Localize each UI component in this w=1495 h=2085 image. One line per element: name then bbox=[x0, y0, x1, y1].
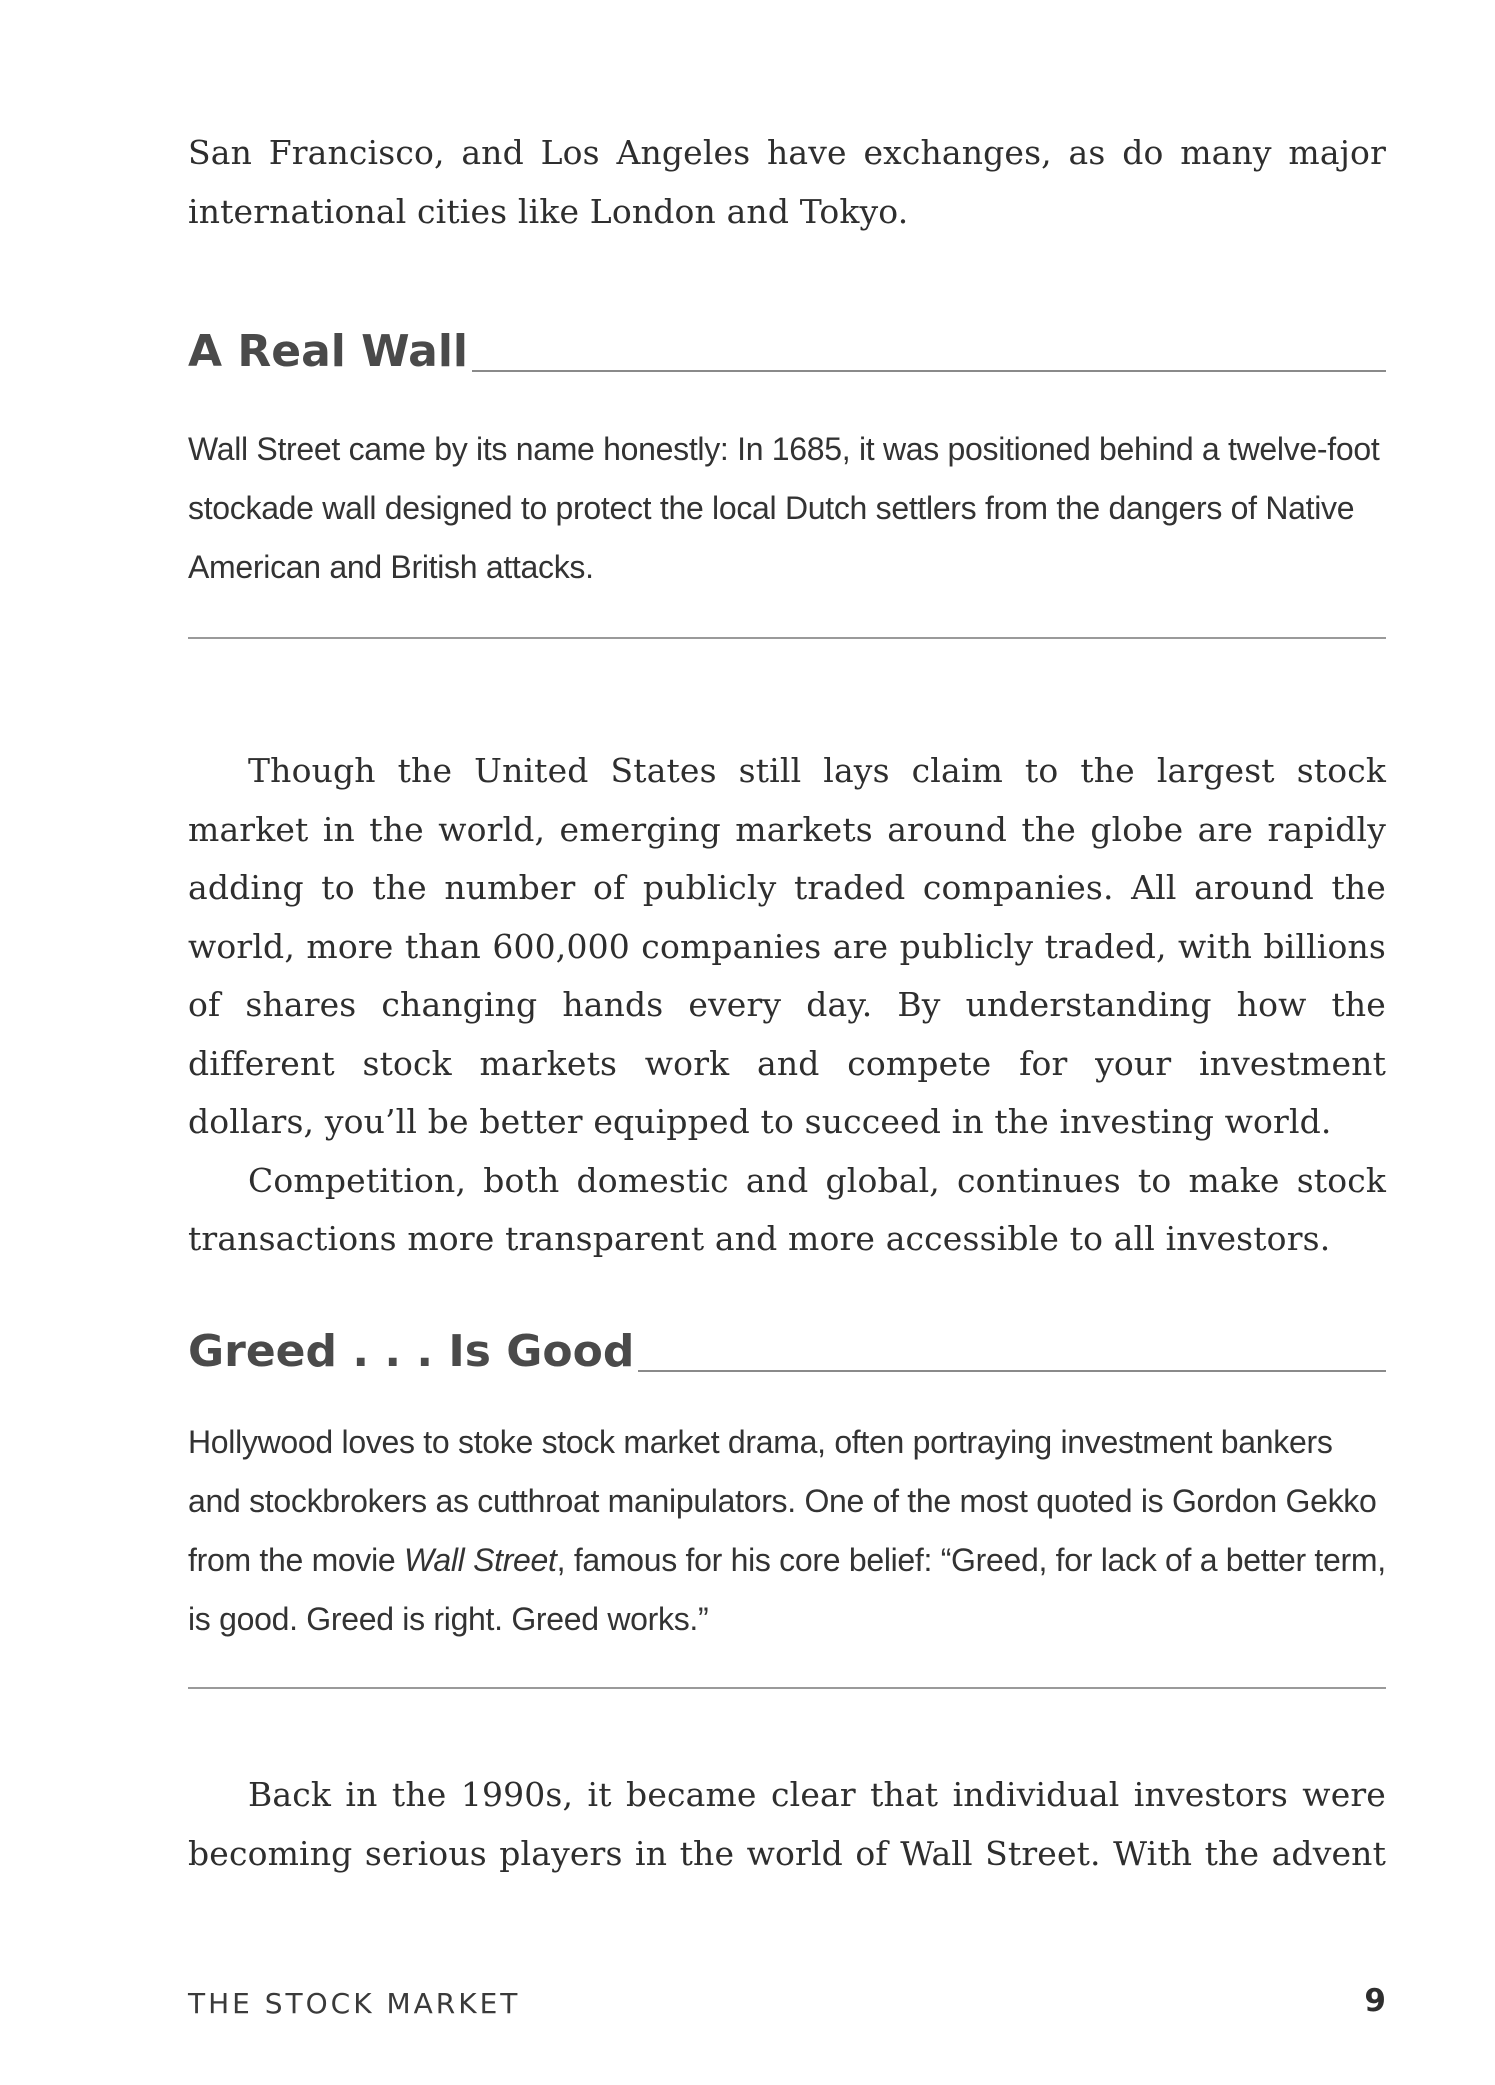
heading-rule bbox=[638, 1370, 1386, 1372]
intro-line-1: San Francisco, and Los Angeles have exchanges, as do many major bbox=[188, 133, 1386, 172]
movie-title: Wall Street bbox=[404, 1542, 557, 1578]
closing-paragraph bbox=[188, 1766, 1386, 1883]
sidebar-box-greed-is-good bbox=[188, 1413, 1386, 1649]
intro-line-2: international cities like London and Tokyo. bbox=[188, 191, 909, 231]
body-paragraphs bbox=[188, 742, 1386, 1269]
sidebar-body-text: Hollywood loves to stoke stock market drama, often portraying investment bankers and stockbrokers as cutthroat manipulators. One of the most quoted is Gordon Gekko from the movie bbox=[188, 1424, 1377, 1578]
sidebar-body: Wall Street came by its name honestly: In 1685, it was positioned behind a twelve-foot stockade wall designed to protect the local Dutch settlers from the dangers of Native American and British attacks. bbox=[188, 431, 1380, 585]
intro-paragraph bbox=[188, 124, 1386, 241]
sidebar-body-text: , famous for his core belief: “Greed, for lack of a better term, is good. Greed is right. Greed works.” bbox=[188, 1542, 1386, 1637]
closing-line-2: becoming serious players in the world of Wall Street. With the advent bbox=[188, 1833, 1386, 1873]
sidebar-bottom-rule bbox=[188, 637, 1386, 639]
heading-rule bbox=[472, 370, 1386, 372]
sidebar-box-a-real-wall bbox=[188, 420, 1386, 597]
page-number: 9 bbox=[1364, 1983, 1386, 2019]
sidebar-title: Greed . . . Is Good bbox=[188, 1326, 635, 1377]
sidebar-title: A Real Wall bbox=[188, 326, 469, 377]
body-paragraph: Competition, both domestic and global, continues to make stock transactions more transparent and more accessible to all investors. bbox=[188, 1160, 1386, 1258]
sidebar-bottom-rule bbox=[188, 1687, 1386, 1689]
closing-line-1: Back in the 1990s, it became clear that individual investors were bbox=[248, 1775, 1386, 1814]
running-footer-title: THE STOCK MARKET bbox=[188, 1987, 521, 2020]
sidebar-heading-a-real-wall bbox=[188, 326, 1386, 377]
sidebar-body bbox=[188, 1413, 1386, 1649]
book-page bbox=[188, 0, 1386, 2085]
body-paragraph: Though the United States still lays claim to the largest stock market in the world, emerging markets around the globe are rapidly adding to the number of publicly traded companies. All around the world, more than 600,000 companies are publicly traded, with billions of shares changing hands every day. By understanding how the different stock markets work and compete for your investment dollars, you’ll be better equipped to succeed in the investing world. bbox=[188, 751, 1386, 1141]
sidebar-heading-greed-is-good bbox=[188, 1326, 1386, 1377]
